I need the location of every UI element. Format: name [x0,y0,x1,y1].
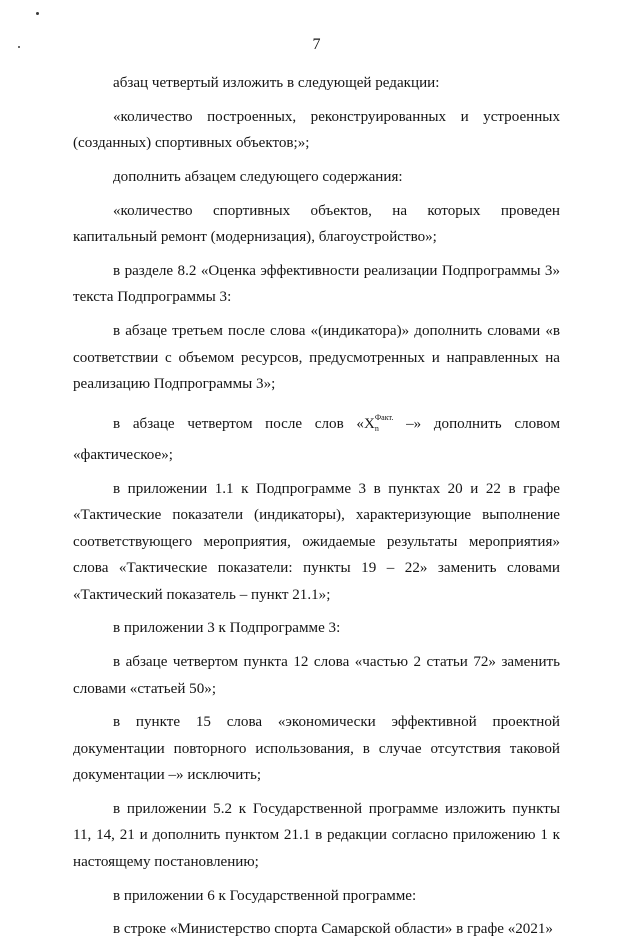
paragraph: в абзаце четвертом пункта 12 слова «частью 2 статьи 72» заменить словами «статьей 50»; [73,654,560,697]
paragraph-with-formula [73,405,560,469]
paragraph: абзац четвертый изложить в следующей редакции: [113,75,440,91]
paragraph: в абзаце третьем после слова «(индикатора)» дополнить словами «в соответствии с объемом ресурсов, предусмотренных и направленных на реализацию Подпрограммы 3»; [73,323,560,393]
formula-superscript: Факт. [374,412,394,422]
paragraph: «количество спортивных объектов, на которых проведен капитальный ремонт (модернизация), благоустройство»; [73,202,560,246]
paragraph: в приложении 5.2 к Государственной программе изложить пункты 11, 14, 21 и дополнить пунктом 21.1 в редакции согласно приложению 1 к настоящему постановлению; [73,801,560,870]
paragraph: в приложении 1.1 к Подпрограмме 3 в пунктах 20 и 22 в графе «Тактические показатели (индикаторы), характеризующие выполнение соответствующего мероприятия, ожидаемые результаты мероприятия» слова «Тактические показатели: пункты 19 – 22» заменить словами «Тактический показатель – пункт 21.1»; [73,481,560,603]
formula-base: X [363,415,375,432]
paragraph: в приложении 6 к Государственной программе: [113,887,417,904]
paragraph: в разделе 8.2 «Оценка эффективности реализации Подпрограммы 3» текста Подпрограммы 3: [73,263,560,306]
paragraph: в строке «Министерство спорта Самарской области» в графе «2021» [113,921,553,938]
page-number: 7 [312,36,321,53]
paragraph: в пункте 15 слова «экономически эффективной проектной документации повторного использования, в случае отсутствия таковой документации –» исключить; [73,714,560,784]
scan-speck [36,12,39,15]
formula-subscript: n [374,423,379,433]
document-body [73,70,560,950]
formula-symbol [363,412,394,433]
paragraph: «количество построенных, реконструированных и устроенных (созданных) спортивных объектов;»; [73,108,560,152]
paragraph: дополнить абзацем следующего содержания: [113,169,403,185]
paragraph: в приложении 3 к Подпрограмме 3: [113,620,341,637]
paragraph-text-after: –» дополнить словом «фактическое»; [73,415,560,464]
paragraph-text-before: в абзаце четвертом после слов « [113,415,364,432]
